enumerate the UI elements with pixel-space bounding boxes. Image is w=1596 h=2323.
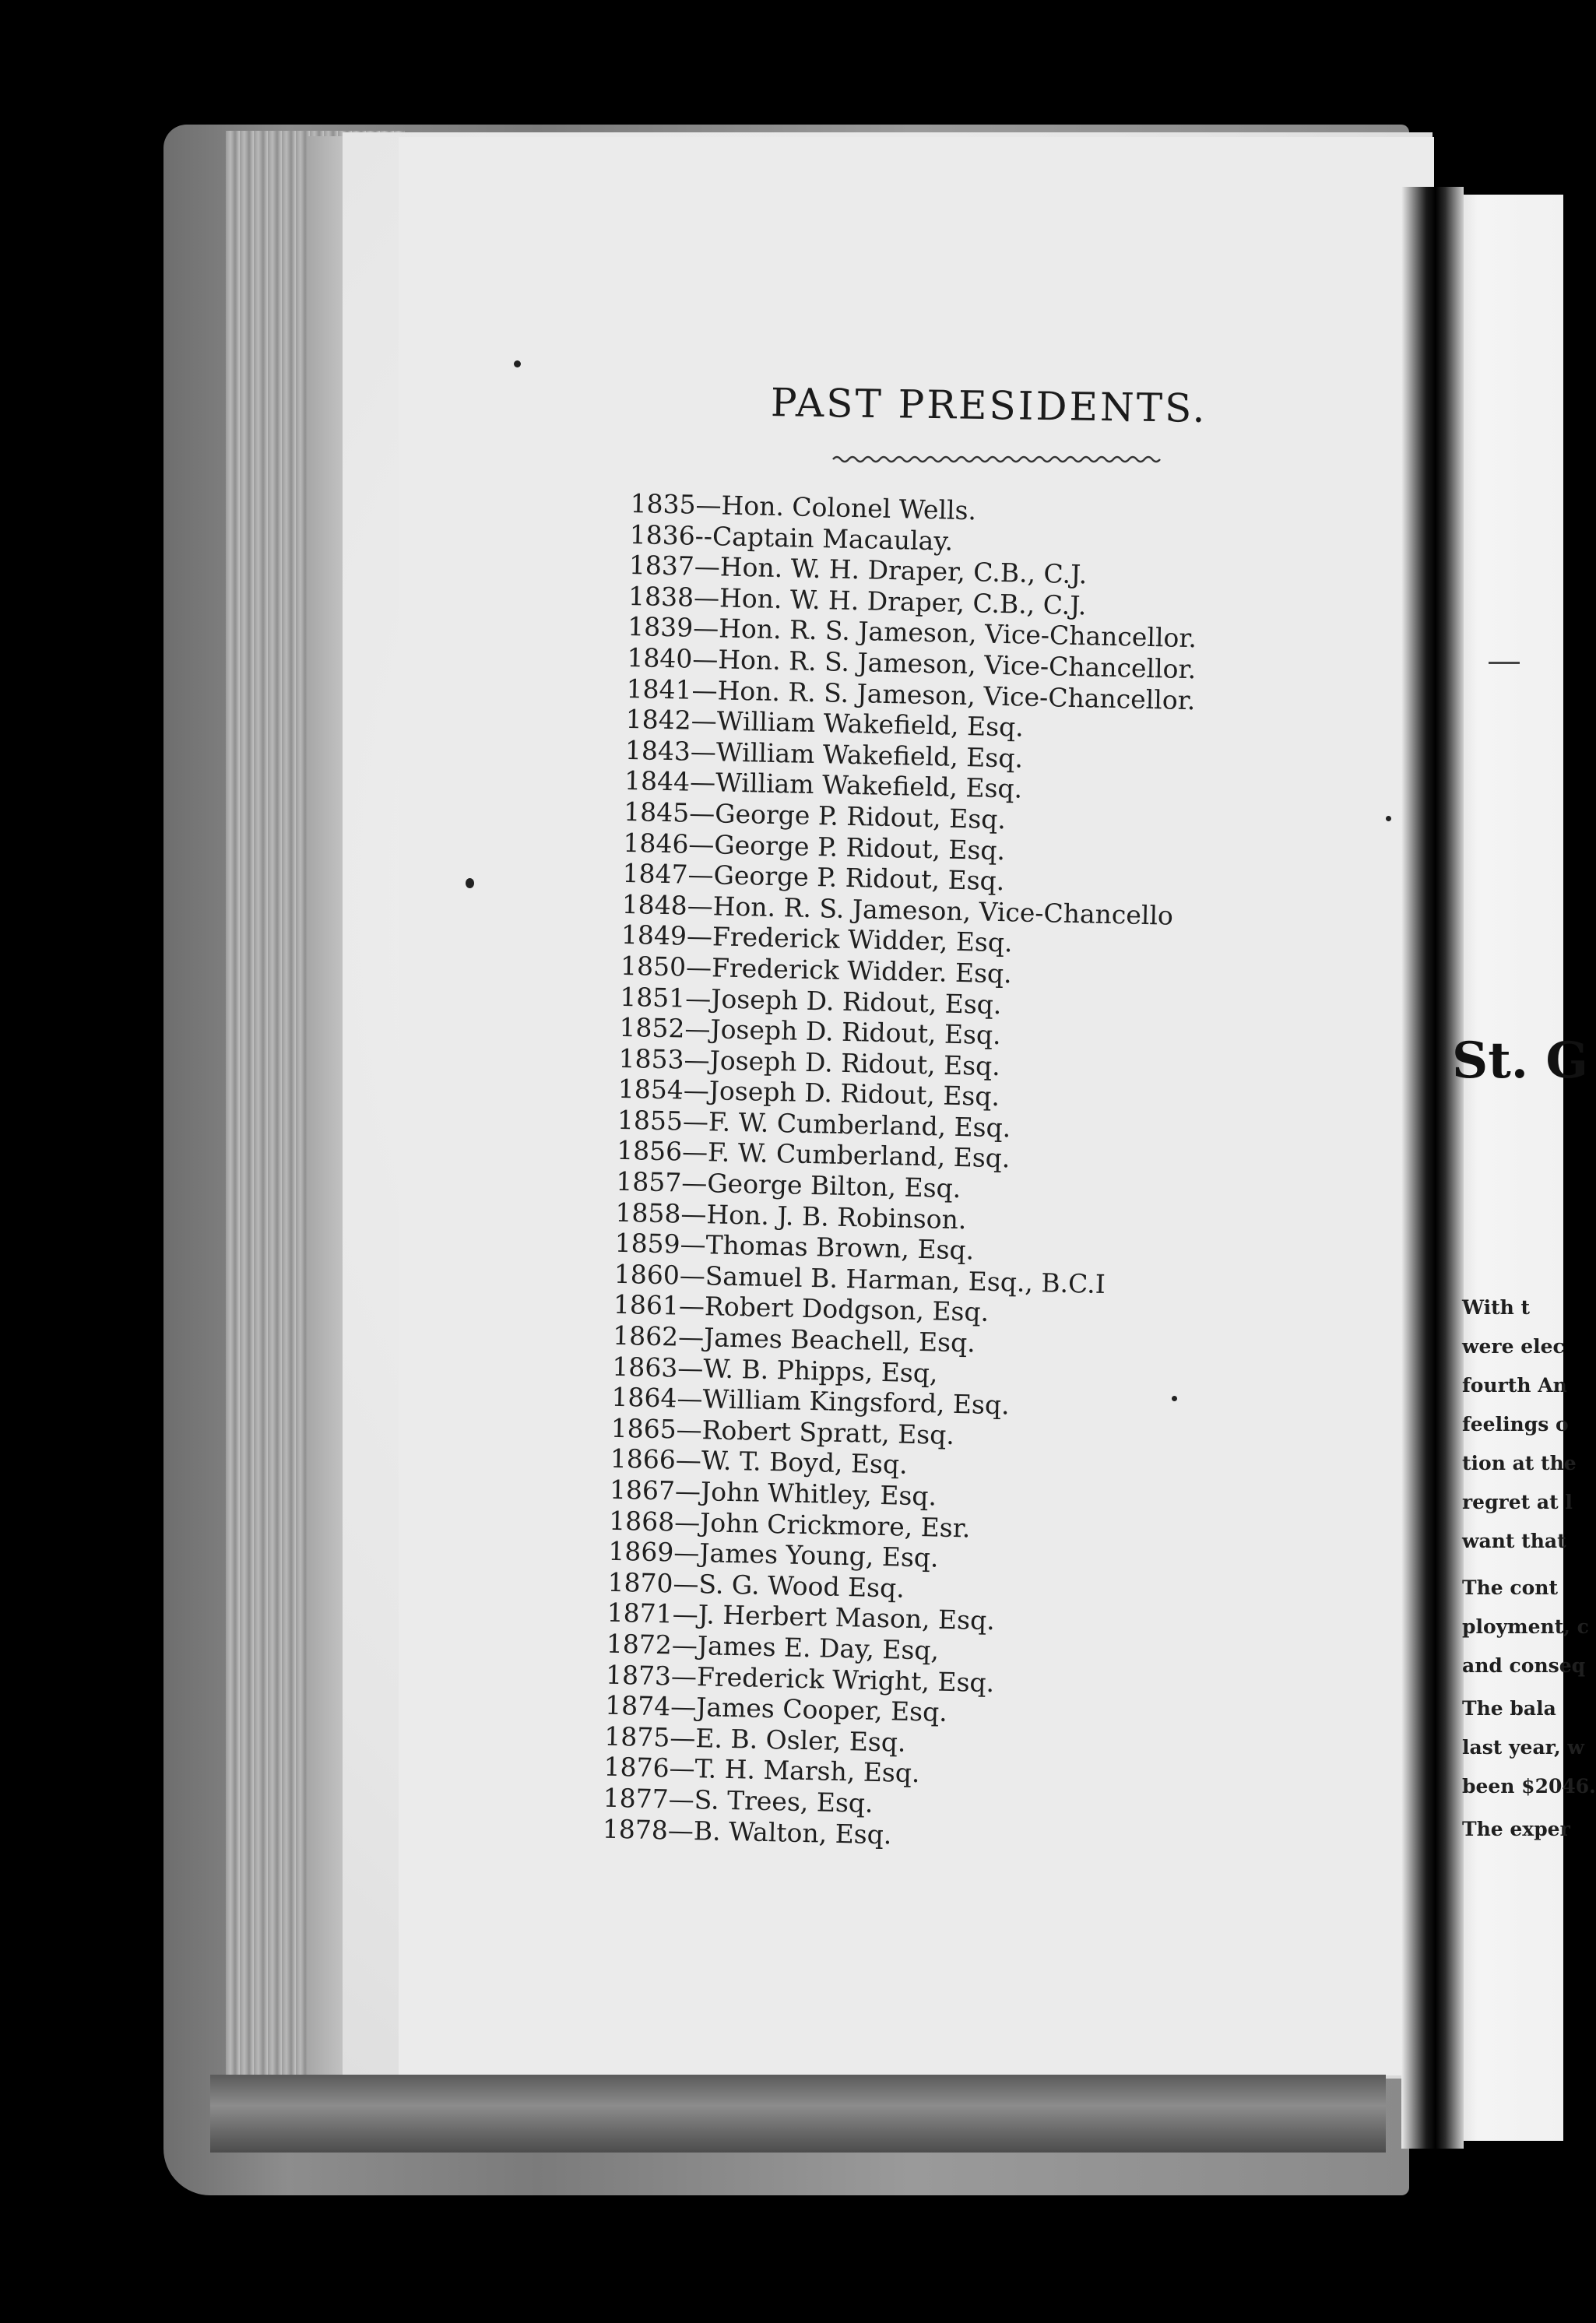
list-item: 1839—Hon. R. S. Jameson, Vice-Chancellor. — [627, 611, 1197, 654]
list-item: 1864—William Kingsford, Esq. — [611, 1381, 1010, 1421]
list-item: 1854—Joseph D. Ridout, Esq. — [617, 1074, 1000, 1112]
right-page-line: regret at l — [1462, 1491, 1573, 1513]
presidents-list — [603, 488, 1347, 1859]
list-item: 1857—George Bilton, Esq. — [615, 1165, 961, 1204]
list-item: 1869—James Young, Esq. — [607, 1535, 939, 1573]
right-page-title-fragment: St. G — [1452, 1031, 1588, 1090]
list-item: 1849—Frederick Widder, Esq. — [620, 919, 1013, 958]
right-page-line: been $2046. — [1462, 1775, 1596, 1798]
list-item: 1837—Hon. W. H. Draper, C.B., C.J. — [628, 550, 1088, 590]
list-item: 1845—George P. Ridout, Esq. — [623, 796, 1007, 835]
list-item: 1846—George P. Ridout, Esq. — [623, 827, 1006, 866]
list-item: 1852—Joseph D. Ridout, Esq. — [619, 1011, 1001, 1051]
right-page-line: last year, w — [1462, 1736, 1584, 1759]
list-item: 1871—J. Herbert Mason, Esq. — [606, 1597, 996, 1636]
page-title: PAST PRESIDENTS. — [770, 380, 1208, 431]
list-item: 1858—Hon. J. B. Robinson. — [615, 1197, 967, 1235]
list-item: 1848—Hon. R. S. Jameson, Vice-Chancello — [621, 888, 1174, 931]
right-page-line: ployment, c — [1462, 1615, 1589, 1638]
right-page-line: The cont — [1462, 1576, 1559, 1599]
list-item: 1838—Hon. W. H. Draper, C.B., C.J. — [628, 580, 1087, 621]
list-item: 1873—Frederick Wright, Esq. — [605, 1659, 995, 1698]
list-item: 1850—Frederick Widder. Esq. — [620, 950, 1013, 989]
list-item: 1843—William Wakefield, Esq. — [624, 734, 1024, 774]
ink-speck — [466, 878, 474, 888]
list-item: 1863—W. B. Phipps, Esq, — [611, 1351, 938, 1389]
list-item: 1860—Samuel B. Harman, Esq., B.C.I — [613, 1258, 1106, 1299]
list-item: 1874—James Cooper, Esq. — [604, 1689, 948, 1728]
list-item: 1868—John Crickmore, Esr. — [608, 1505, 971, 1544]
right-page-line: fourth An — [1462, 1374, 1567, 1397]
list-item: 1866—W. T. Boyd, Esq. — [610, 1443, 908, 1481]
right-page-line: The bala — [1462, 1697, 1556, 1720]
right-page-dash — [1489, 662, 1520, 664]
bottom-cover-edge — [210, 2075, 1386, 2153]
list-item: 1878—B. Walton, Esq. — [602, 1813, 892, 1850]
list-item: 1876—T. H. Marsh, Esq. — [603, 1751, 920, 1789]
list-item: 1840—Hon. R. S. Jameson, Vice-Chancellor. — [627, 641, 1197, 685]
ink-speck — [514, 360, 521, 367]
book-gutter — [1401, 187, 1464, 2149]
list-item: 1862—James Beachell, Esq. — [612, 1320, 976, 1358]
right-page-line: want that — [1462, 1530, 1566, 1552]
right-page-line: and conseq — [1462, 1654, 1586, 1677]
right-page-line: tion at the — [1462, 1452, 1577, 1474]
list-item: 1872—James E. Day, Esq, — [606, 1628, 940, 1666]
right-page-line: were elec — [1462, 1335, 1565, 1358]
list-item: 1861—Robert Dodgson, Esq. — [613, 1289, 990, 1328]
list-item: 1856—F. W. Cumberland, Esq. — [616, 1135, 1011, 1174]
list-item: 1870—S. G. Wood Esq. — [607, 1566, 905, 1604]
right-page-line: With t — [1462, 1296, 1531, 1319]
list-item: 1841—Hon. R. S. Jameson, Vice-Chancellor. — [626, 673, 1196, 715]
right-page-line: feelings o — [1462, 1413, 1569, 1436]
list-item: 1835—Hon. Colonel Wells. — [630, 488, 977, 526]
list-item: 1847—George P. Ridout, Esq. — [622, 858, 1005, 897]
list-item: 1877—S. Trees, Esq. — [603, 1782, 874, 1819]
wavy-rule — [833, 452, 1160, 467]
list-item: 1836--Captain Macaulay. — [629, 518, 954, 557]
list-item: 1865—Robert Spratt, Esq. — [610, 1412, 955, 1450]
list-item: 1867—John Whitley, Esq. — [609, 1474, 937, 1512]
list-item: 1859—Thomas Brown, Esq. — [614, 1228, 975, 1266]
list-item: 1855—F. W. Cumberland, Esq. — [617, 1104, 1011, 1144]
list-item: 1851—Joseph D. Ridout, Esq. — [619, 981, 1002, 1020]
list-item: 1853—Joseph D. Ridout, Esq. — [618, 1042, 1001, 1081]
list-item: 1875—E. B. Osler, Esq. — [604, 1720, 906, 1758]
ink-speck — [1386, 816, 1391, 821]
right-page-line: The exper — [1462, 1818, 1570, 1840]
list-item: 1842—William Wakefield, Esq. — [625, 704, 1025, 743]
list-item: 1844—William Wakefield, Esq. — [624, 765, 1023, 804]
